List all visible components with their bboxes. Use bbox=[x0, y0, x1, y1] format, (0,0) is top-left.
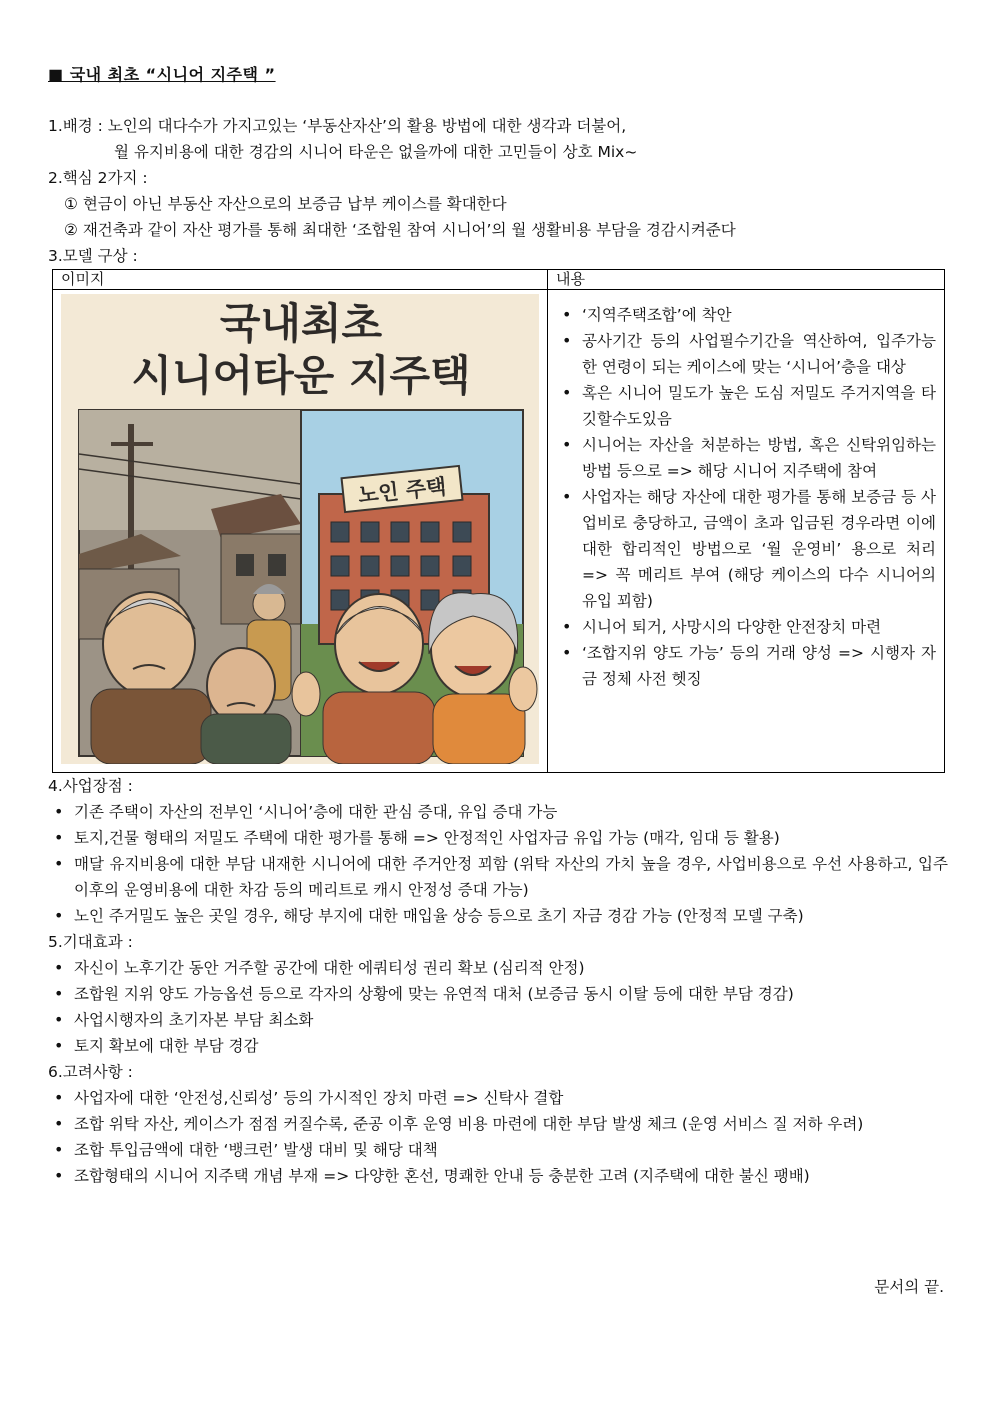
section-effects-heading: 5.기대효과 : bbox=[48, 933, 133, 951]
end-of-document: 문서의 끝. bbox=[874, 1278, 944, 1296]
section-advantages-heading: 4.사업장점 : bbox=[48, 777, 133, 795]
core-item-1: ① 현금이 아닌 부동산 자산으로의 보증금 납부 케이스를 확대한다 bbox=[64, 195, 507, 213]
poster-title-line-1: 국내최초 bbox=[219, 299, 383, 348]
list-item: • 기존 주택이 자산의 전부인 ‘시니어’층에 대한 관심 증대, 유입 증대 가능 bbox=[48, 799, 948, 825]
list-item: • 자신이 노후기간 동안 거주할 공간에 대한 에쿼티성 권리 확보 (심리적 안정) bbox=[48, 955, 948, 981]
section-model-heading: 3.모델 구상 : bbox=[48, 247, 138, 265]
list-item: • 토지 확보에 대한 부담 경감 bbox=[48, 1033, 948, 1059]
list-item: • 매달 유지비용에 대한 부담 내재한 시니어에 대한 주거안정 꾀함 (위탁 자산의 가치 높을 경우, 사업비용으로 우선 사용하고, 입주 이후의 운영비용에 대한 차감 등의 메리트로 캐시 안정성 증대 가능) bbox=[48, 851, 948, 903]
core-item-2: ② 재건축과 같이 자산 평가를 통해 최대한 ‘조합원 참여 시니어’의 월 생활비용 부담을 경감시켜준다 bbox=[64, 221, 736, 239]
list-item: • ‘조합지위 양도 가능’ 등의 거래 양성 => 시행자 자금 정체 사전 헷징 bbox=[556, 640, 936, 692]
list-item: • 조합형태의 시니어 지주택 개념 부재 => 다양한 혼선, 명쾌한 안내 등 충분한 고려 (지주택에 대한 불신 팽배) bbox=[48, 1163, 948, 1189]
model-table bbox=[52, 269, 945, 773]
list-item: • 혹은 시니어 밀도가 높은 도심 저밀도 주거지역을 타깃할수도있음 bbox=[556, 380, 936, 432]
advantages-list bbox=[48, 799, 948, 929]
poster-image-cell bbox=[53, 290, 548, 773]
poster-sign-text: 노인 주택 bbox=[356, 474, 448, 508]
senior-housing-poster bbox=[61, 294, 539, 764]
list-item: • 시니어는 자산을 처분하는 방법, 혹은 신탁위임하는 방법 등으로 => 해당 시니어 지주택에 참여 bbox=[556, 432, 936, 484]
section-background-heading: 1.배경 : 노인의 대다수가 가지고있는 ‘부동산자산’의 활용 방법에 대한 생각과 더불어, bbox=[48, 117, 627, 135]
list-item: • 시니어 퇴거, 사망시의 다양한 안전장치 마련 bbox=[556, 614, 936, 640]
model-content-cell bbox=[548, 290, 945, 773]
column-header-image: 이미지 bbox=[53, 270, 548, 290]
list-item: • 공사기간 등의 사업필수기간을 역산하여, 입주가능한 연령이 되는 케이스에 맞는 ‘시니어’층을 대상 bbox=[556, 328, 936, 380]
list-item: • ‘지역주택조합’에 착안 bbox=[556, 302, 936, 328]
poster-title-line-2: 시니어타운 지주택 bbox=[131, 351, 471, 400]
list-item: • 사업자는 해당 자산에 대한 평가를 통해 보증금 등 사업비로 충당하고, 금액이 초과 입금된 경우라면 이에 대한 합리적인 방법으로 ‘월 운영비’ 용으로 처리 => 꼭 메리트 부여 (해당 케이스의 다수 시니어의 유입 꾀함) bbox=[556, 484, 936, 614]
section-core-heading: 2.핵심 2가지 : bbox=[48, 169, 148, 187]
list-item: • 조합원 지위 양도 가능옵션 등으로 각자의 상황에 맞는 유연적 대처 (보증금 동시 이탈 등에 대한 부담 경감) bbox=[48, 981, 948, 1007]
list-item: • 사업자에 대한 ‘안전성,신뢰성’ 등의 가시적인 장치 마련 => 신탁사 결합 bbox=[48, 1085, 948, 1111]
section-considerations-heading: 6.고려사항 : bbox=[48, 1063, 133, 1081]
list-item: • 토지,건물 형태의 저밀도 주택에 대한 평가를 통해 => 안정적인 사업자금 유입 가능 (매각, 임대 등 활용) bbox=[48, 825, 948, 851]
list-item: • 조합 투입금액에 대한 ‘뱅크런’ 발생 대비 및 해당 대책 bbox=[48, 1137, 948, 1163]
effects-list bbox=[48, 955, 948, 1059]
section-background-continuation: 월 유지비용에 대한 경감의 시니어 타운은 없을까에 대한 고민들이 상호 Mix~ bbox=[114, 143, 638, 161]
list-item: • 노인 주거밀도 높은 곳일 경우, 해당 부지에 대한 매입율 상승 등으로 초기 자금 경감 가능 (안정적 모델 구축) bbox=[48, 903, 948, 929]
considerations-list bbox=[48, 1085, 948, 1189]
list-item: • 조합 위탁 자산, 케이스가 점점 커질수록, 준공 이후 운영 비용 마련에 대한 부담 발생 체크 (운영 서비스 질 저하 우려) bbox=[48, 1111, 948, 1137]
document-title: ■ 국내 최초 “시니어 지주택 ” bbox=[48, 65, 276, 84]
column-header-content: 내용 bbox=[548, 270, 945, 290]
list-item: • 사업시행자의 초기자본 부담 최소화 bbox=[48, 1007, 948, 1033]
model-bullet-list bbox=[556, 302, 936, 692]
document-body bbox=[48, 62, 948, 1189]
